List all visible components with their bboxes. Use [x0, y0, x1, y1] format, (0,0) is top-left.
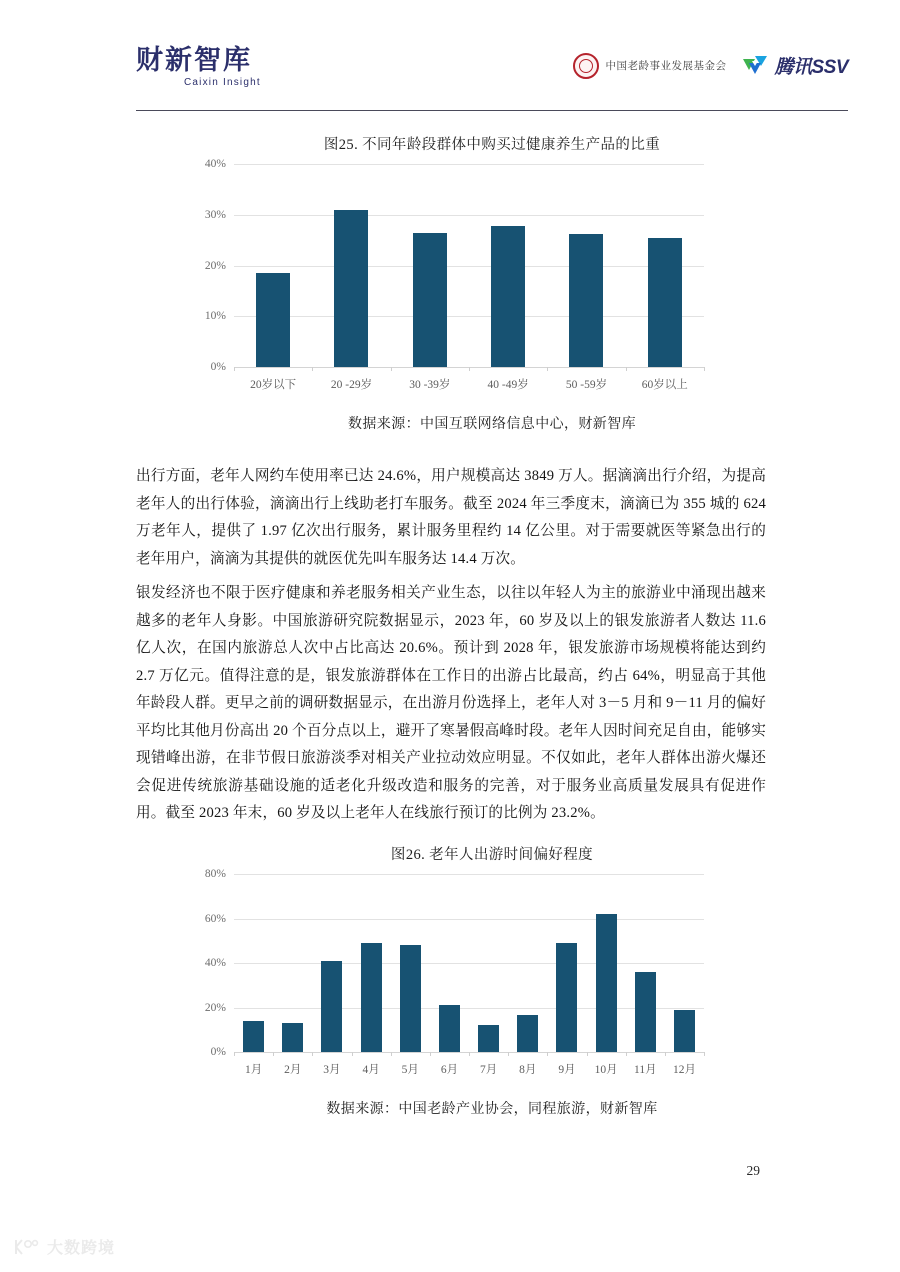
chart-x-axis-tick: 5月: [401, 1064, 419, 1076]
partner-tencent: [742, 52, 848, 79]
chart-bars: [234, 874, 704, 1052]
chart-x-axis-tick: 3月: [323, 1064, 341, 1076]
chart-x-tickmark: [704, 367, 705, 371]
chart-bar: [439, 1005, 460, 1052]
brand-name-cn: 财新智库: [136, 45, 252, 75]
brand-name-en: Caixin Insight: [184, 77, 261, 89]
partner-logos: [573, 52, 848, 79]
caixin-insight-logo: [136, 46, 396, 88]
chart-x-axis-tick: 7月: [479, 1064, 498, 1076]
chart-bar-slot: [352, 874, 391, 1052]
chart-bar-slot: [234, 874, 273, 1052]
chart-bar-slot: [626, 164, 704, 367]
chart-x-axis-tick: 10月: [594, 1064, 618, 1076]
chart-bar: [400, 945, 421, 1052]
body-paragraph-2: 银发经济也不限于医疗健康和养老服务相关产业生态，以往以年轻人为主的旅游业中涌现出越来越多的老年人身影。中国旅游研究院数据显示，2023 年，60 岁及以上的银发旅游者人数达 11.6 亿人次，在国内旅游总人次中占比高达 20.6%。预计到 2028 年，银发旅游市场规模将能达到约 2.7 万亿元。值得注意的是，银发旅游群体在工作日的出游占比最高，约占 64%，明显高于其他年龄段人群。更早之前的调研数据显示，在出游月份选择上，老年人对 3－5 月和 9－11 月的偏好平均比其他月份高出 20 个百分点以上，避开了寒暑假高峰时段。老年人因时间充足自由，能够实现错峰出游，在非节假日旅游淡季对相关产业拉动效应明显。不仅如此，老年人群体出游火爆还会促进传统旅游基础设施的适老化升级改造和服务的完善，对于服务业高质量发展具有促进作用。截至 2023 年末，60 岁及以上老年人在线旅行预订的比例为 23.2%。: [136, 585, 766, 821]
body-paragraph-1: 出行方面，老年人网约车使用率已达 24.6%，用户规模高达 3849 万人。据滴滴出行介绍，为提高老年人的出行体验，滴滴出行上线助老打车服务。截至 2024 年三季度末，滴滴已为 355 城的 624 万老年人，提供了 1.97 亿次出行服务，累计服务里程约 14 亿公里。对于需要就医等紧急出行的老年用户，滴滴为其提供的就医优先叫车服务达 14.4 万次。: [136, 468, 766, 567]
figure-25-title: 图25. 不同年龄段群体中购买过健康养生产品的比重: [323, 137, 661, 153]
watermark-logo-icon: [14, 1238, 40, 1256]
chart-y-axis-tick: 10%: [204, 310, 226, 323]
chart-bar: [556, 943, 577, 1052]
chart-x-axis-tick: 50 -59岁: [565, 379, 608, 391]
chart-bar-slot: [273, 874, 312, 1052]
chart-bar: [517, 1015, 538, 1052]
chart-y-axis-tick: 20%: [204, 1001, 226, 1014]
watermark-label: 大数跨境: [47, 1240, 116, 1257]
chart-bar-slot: [391, 874, 430, 1052]
chart-bar-slot: [469, 164, 547, 367]
chart-x-axis-tick: 40 -49岁: [487, 379, 529, 391]
chart-bar-slot: [391, 164, 469, 367]
chart-x-axis-labels: [234, 367, 704, 392]
chart-bar-slot: [587, 874, 626, 1052]
chart-bars: [234, 164, 704, 367]
chart-x-axis-tick: 2月: [284, 1064, 302, 1076]
chart-bar: [478, 1025, 499, 1052]
chart-bar: [635, 972, 656, 1052]
chart-y-axis-tick: 20%: [204, 259, 226, 272]
chart-x-axis-tick: 60岁以上: [641, 379, 688, 391]
chart-x-axis-tick: 1月: [244, 1064, 263, 1076]
figure-26: [136, 843, 848, 1118]
chart-bar: [321, 961, 342, 1052]
page-header: [136, 46, 848, 108]
chart-plot-area: [204, 868, 704, 1076]
figure-26-title: 图26. 老年人出游时间偏好程度: [390, 847, 594, 863]
chart-y-axis-tick: 60%: [204, 912, 226, 925]
tencent-logo-icon: [742, 55, 768, 77]
chart-bar-slot: [508, 874, 547, 1052]
header-divider: [136, 110, 848, 111]
chart-x-tickmark: [704, 1052, 705, 1056]
chart-bar: [648, 238, 682, 367]
chart-bar: [674, 1010, 695, 1052]
chart-bar-slot: [312, 874, 351, 1052]
chart-bar-slot: [312, 164, 390, 367]
chart-x-axis-tick: 20 -29岁: [330, 379, 373, 391]
figure-25: [136, 133, 848, 433]
chart-bar: [256, 273, 290, 367]
chart-bar: [334, 210, 368, 367]
chart-bar-slot: [547, 874, 586, 1052]
figure-25-source: 数据来源：中国互联网络信息中心，财新智库: [348, 417, 636, 432]
chart-y-axis-tick: 40%: [204, 957, 226, 969]
chart-bar: [596, 914, 617, 1052]
page-number: 29: [746, 1163, 760, 1178]
partner-foundation: [573, 53, 726, 79]
chart-y-axis-tick: 0%: [210, 1046, 226, 1058]
chart-x-axis-tick: 20岁以下: [250, 379, 297, 391]
chart-bar: [282, 1023, 303, 1052]
chart-x-axis-tick: 12月: [672, 1064, 696, 1076]
chart-y-axis-tick: 30%: [204, 208, 226, 221]
chart-bar-slot: [469, 874, 508, 1052]
chart-26-bar-chart: [204, 868, 704, 1076]
watermark: [14, 1235, 115, 1258]
chart-y-axis-tick: 40%: [204, 158, 226, 170]
red-seal-icon: [573, 53, 599, 79]
chart-plot-area: [204, 158, 704, 391]
chart-bar: [569, 234, 603, 367]
partner-tencent-label: 腾讯SSV: [774, 57, 848, 78]
chart-bar-slot: [234, 164, 312, 367]
chart-y-axis-tick: 0%: [210, 361, 226, 373]
chart-x-axis-tick: 6月: [440, 1064, 459, 1076]
chart-y-axis-tick: 80%: [204, 868, 226, 880]
chart-bar: [243, 1021, 264, 1052]
chart-x-axis-tick: 11月: [634, 1064, 657, 1076]
chart-bar: [413, 233, 447, 367]
chart-x-axis-tick: 9月: [558, 1064, 576, 1076]
chart-25-bar-chart: [204, 158, 704, 391]
chart-x-axis-labels: [234, 1052, 704, 1077]
chart-x-axis-tick: 8月: [519, 1064, 537, 1076]
chart-bar-slot: [626, 874, 665, 1052]
chart-bar-slot: [665, 874, 704, 1052]
chart-bar: [491, 226, 525, 367]
chart-x-axis-tick: 4月: [362, 1064, 380, 1076]
chart-bar-slot: [430, 874, 469, 1052]
partner-foundation-label: 中国老龄事业发展基金会: [605, 61, 727, 72]
chart-x-axis-tick: 30 -39岁: [409, 379, 451, 391]
chart-bar: [361, 943, 382, 1052]
figure-26-source: 数据来源：中国老龄产业协会，同程旅游，财新智库: [326, 1102, 658, 1117]
chart-bar-slot: [547, 164, 625, 367]
